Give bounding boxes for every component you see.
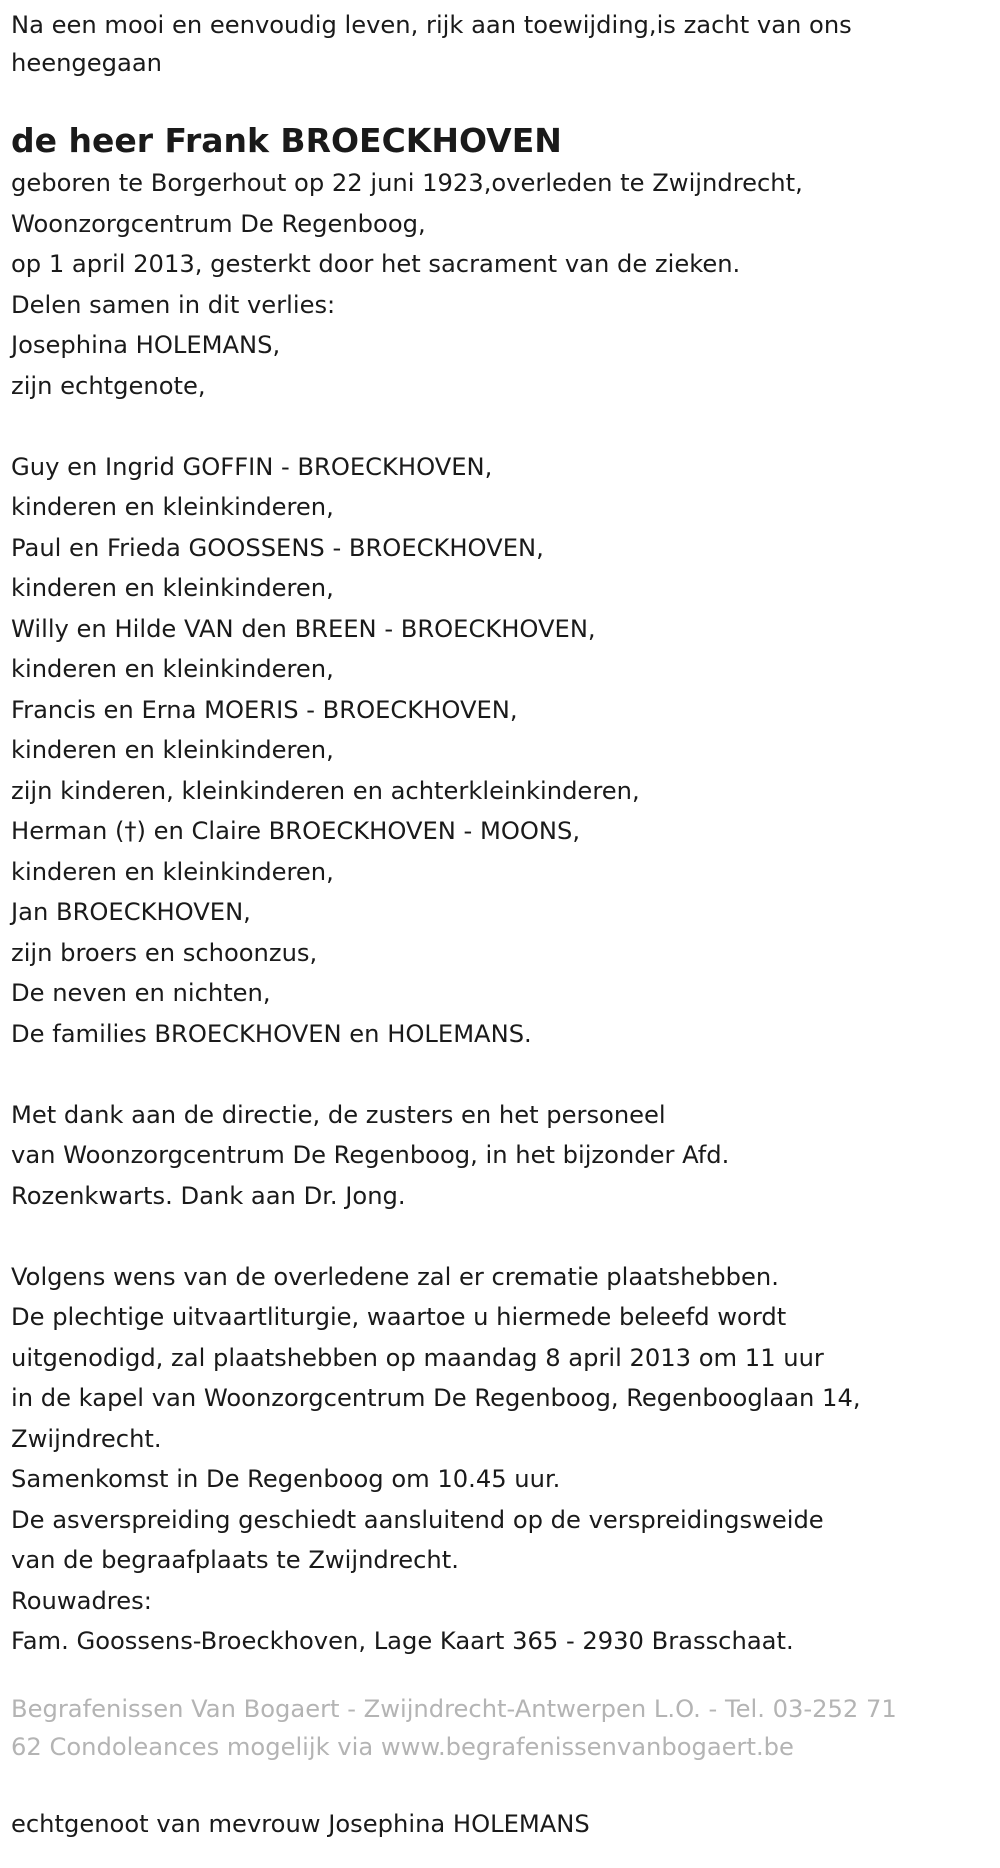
ceremony-line: in de kapel van Woonzorgcentrum De Regenboog, Regenbooglaan 14,	[11, 1384, 861, 1412]
family-line: Guy en Ingrid GOFFIN - BROECKHOVEN,	[11, 452, 493, 481]
ceremony-line: Volgens wens van de overledene zal er crematie plaatshebben.	[11, 1262, 779, 1291]
family-line: kinderen en kleinkinderen,	[11, 655, 334, 683]
ceremony-line: Rouwadres:	[11, 1586, 152, 1615]
family-line: zijn broers en schoonzus,	[11, 938, 318, 967]
detail-line: Delen samen in dit verlies:	[11, 290, 336, 319]
thanks-text	[11, 1095, 989, 1217]
thanks-line: Rozenkwarts. Dank aan Dr. Jong.	[11, 1181, 406, 1210]
intro-text	[11, 6, 989, 82]
family-line: kinderen en kleinkinderen,	[11, 736, 334, 764]
birth-death-details	[11, 163, 989, 406]
detail-line: zijn echtgenote,	[11, 371, 206, 400]
family-line: Jan BROECKHOVEN,	[11, 898, 251, 926]
footer-line: 62 Condoleances mogelijk via www.begrafenissenvanbogaert.be	[11, 1732, 794, 1761]
deceased-name: de heer Frank BROECKHOVEN	[11, 121, 562, 160]
ceremony-line: De asverspreiding geschiedt aansluitend op de verspreidingsweide	[11, 1505, 824, 1534]
family-line: zijn kinderen, kleinkinderen en achterkleinkinderen,	[11, 776, 640, 805]
family-line: kinderen en kleinkinderen,	[11, 493, 334, 521]
ceremony-line: Zwijndrecht.	[11, 1424, 162, 1453]
spacer	[11, 406, 989, 447]
closing-line: echtgenoot van mevrouw Josephina HOLEMANS	[11, 1809, 590, 1838]
ceremony-line: van de begraafplaats te Zwijndrecht.	[11, 1546, 459, 1574]
intro-line: heengegaan	[11, 49, 162, 77]
ceremony-line: Fam. Goossens-Broeckhoven, Lage Kaart 365 - 2930 Brasschaat.	[11, 1627, 794, 1655]
ceremony-line: De plechtige uitvaartliturgie, waartoe u hiermede beleefd wordt	[11, 1303, 787, 1331]
family-line: Willy en Hilde VAN den BREEN - BROECKHOVEN,	[11, 614, 596, 643]
detail-line: op 1 april 2013, gesterkt door het sacrament van de zieken.	[11, 250, 741, 278]
intro-line: Na een mooi en eenvoudig leven, rijk aan toewijding,is zacht van ons	[11, 11, 852, 39]
family-line: Herman (†) en Claire BROECKHOVEN - MOONS,	[11, 817, 581, 845]
family-line: Paul en Frieda GOOSSENS - BROECKHOVEN,	[11, 533, 544, 562]
detail-line: Josephina HOLEMANS,	[11, 331, 281, 359]
thanks-line: van Woonzorgcentrum De Regenboog, in het bijzonder Afd.	[11, 1141, 730, 1169]
ceremony-line: Samenkomst in De Regenboog om 10.45 uur.	[11, 1465, 561, 1493]
family-line: kinderen en kleinkinderen,	[11, 574, 334, 602]
ceremony-details	[11, 1257, 989, 1662]
family-line: Francis en Erna MOERIS - BROECKHOVEN,	[11, 695, 518, 724]
spacer	[11, 1216, 989, 1257]
thanks-line: Met dank aan de directie, de zusters en het personeel	[11, 1100, 666, 1129]
family-line: kinderen en kleinkinderen,	[11, 857, 334, 886]
family-list	[11, 447, 989, 1055]
family-line: De families BROECKHOVEN en HOLEMANS.	[11, 1019, 532, 1048]
family-line: De neven en nichten,	[11, 979, 271, 1007]
funeral-home-footer	[11, 1690, 989, 1766]
detail-line: geboren te Borgerhout op 22 juni 1923,overleden te Zwijndrecht,	[11, 169, 803, 197]
spacer	[11, 1054, 989, 1095]
ceremony-line: uitgenodigd, zal plaatshebben op maandag 8 april 2013 om 11 uur	[11, 1343, 824, 1372]
detail-line: Woonzorgcentrum De Regenboog,	[11, 209, 426, 238]
footer-line: Begrafenissen Van Bogaert - Zwijndrecht-Antwerpen L.O. - Tel. 03-252 71	[11, 1694, 897, 1723]
